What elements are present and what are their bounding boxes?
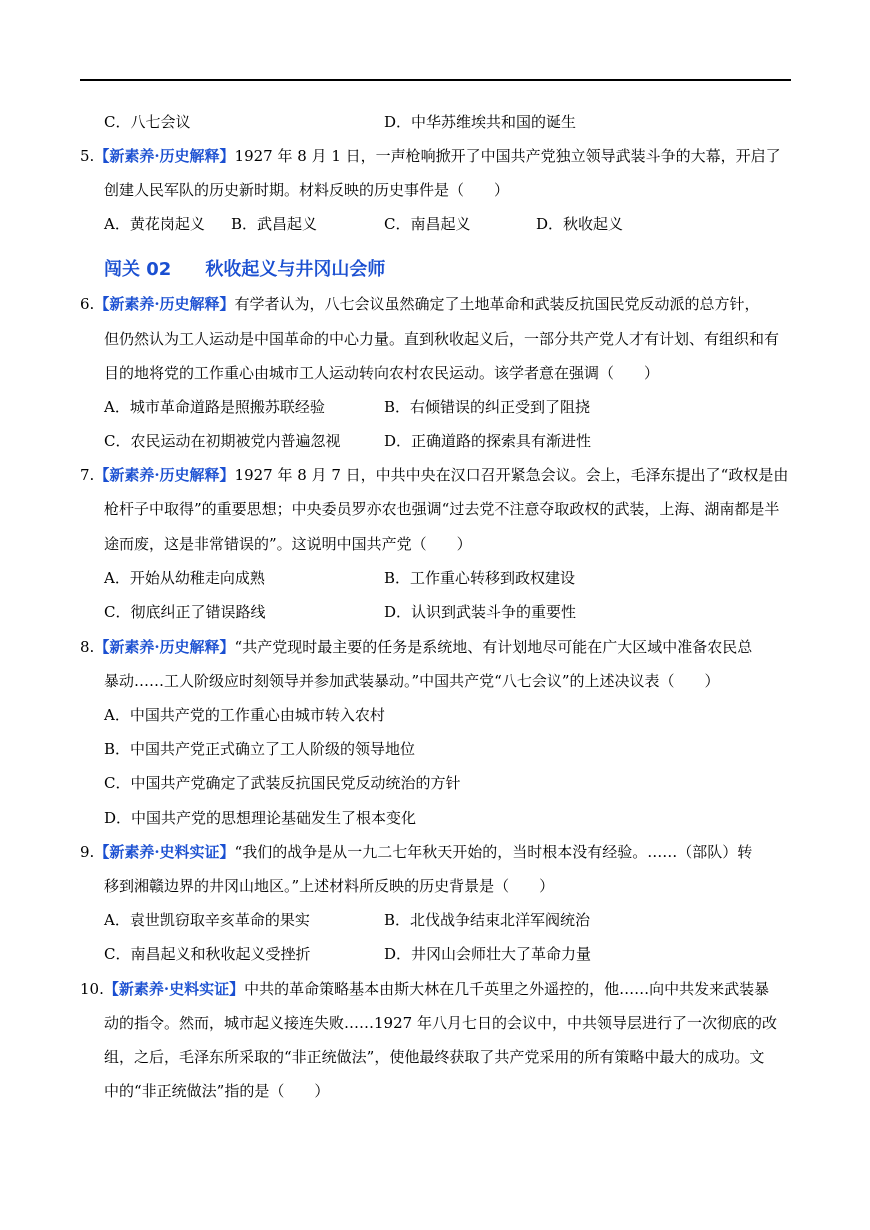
question-number: 9. [80, 843, 95, 861]
question-text: 1927 年 8 月 1 日，一声枪响掀开了中国共产党独立领导武装斗争的大幕，开启了 [234, 147, 781, 165]
section-prefix: 闯关 02 [104, 259, 172, 280]
option-c: C．彻底纠正了错误路线 [104, 603, 266, 621]
question-6 [80, 294, 760, 314]
question-text: 中共的革命策略基本由斯大林在几千英里之外遥控的，他……向中共发来武装暴 [244, 980, 770, 998]
option-c: C．南昌起义 [384, 215, 471, 233]
question-tag: 【新素养·历史解释】 [94, 295, 235, 313]
option-c: C．中国共产党确定了武装反抗国民党反动统治的方针 [104, 774, 461, 792]
question-10-line-3: 组，之后，毛泽东所采取的“非正统做法”，使他最终获取了共产党采用的所有策略中最大的成功。文 [104, 1048, 765, 1066]
option-d: D．秋收起义 [536, 215, 624, 233]
option-d: D．中华苏维埃共和国的诞生 [384, 113, 577, 131]
question-7-line-3: 途而废，这是非常错误的”。这说明中国共产党（ ） [104, 535, 472, 553]
option-b: B．中国共产党正式确立了工人阶级的领导地位 [104, 740, 416, 758]
question-9 [80, 842, 752, 862]
question-5 [80, 146, 781, 166]
question-number: 10. [80, 980, 104, 998]
option-d: D．正确道路的探索具有渐进性 [384, 432, 592, 450]
question-8 [80, 637, 752, 657]
question-6-line-2: 但仍然认为工人运动是中国革命的中心力量。直到秋收起义后，一部分共产党人才有计划、有组织和有 [104, 330, 780, 348]
question-5-line-2: 创建人民军队的历史新时期。材料反映的历史事件是（ ） [104, 181, 510, 199]
question-tag: 【新素养·史料实证】 [103, 980, 245, 998]
question-10-line-2: 动的指令。然而，城市起义接连失败……1927 年八月七日的会议中，中共领导层进行了一次彻底的改 [104, 1014, 777, 1032]
question-10 [80, 979, 769, 999]
question-tag: 【新素养·历史解释】 [94, 466, 235, 484]
option-a: A．中国共产党的工作重心由城市转入农村 [104, 706, 385, 724]
question-text: “共产党现时最主要的任务是系统地、有计划地尽可能在广大区域中准备农民总 [234, 638, 753, 656]
question-number: 8. [80, 638, 95, 656]
question-tag: 【新素养·历史解释】 [94, 147, 235, 165]
option-b: B．工作重心转移到政权建设 [384, 569, 576, 587]
question-text: “我们的战争是从一九二七年秋天开始的，当时根本没有经验。……（部队）转 [234, 843, 753, 861]
option-c: C．南昌起义和秋收起义受挫折 [104, 945, 311, 963]
question-text: 1927 年 8 月 7 日，中共中央在汉口召开紧急会议。会上，毛泽东提出了“政权是由 [234, 466, 789, 484]
question-6-line-3: 目的地将党的工作重心由城市工人运动转向农村农民运动。该学者意在强调（ ） [104, 364, 660, 382]
option-d: D．井冈山会师壮大了革命力量 [384, 945, 592, 963]
option-c: C．农民运动在初期被党内普遍忽视 [104, 432, 341, 450]
header-rule [80, 79, 791, 81]
option-a: A．袁世凯窃取辛亥革命的果实 [104, 911, 310, 929]
option-b: B．右倾错误的纠正受到了阻挠 [384, 398, 591, 416]
question-text: 有学者认为，八七会议虽然确定了土地革命和武装反抗国民党反动派的总方针， [234, 295, 760, 313]
question-8-line-2: 暴动……工人阶级应时刻领导并参加武装暴动。”中国共产党“八七会议”的上述决议表（ ） [104, 672, 720, 690]
question-7 [80, 465, 788, 485]
question-9-line-2: 移到湘赣边界的井冈山地区。”上述材料所反映的历史背景是（ ） [104, 877, 555, 895]
question-number: 7. [80, 466, 95, 484]
question-tag: 【新素养·史料实证】 [94, 843, 235, 861]
option-a: A．黄花岗起义 [104, 215, 205, 233]
option-d: D．认识到武装斗争的重要性 [384, 603, 577, 621]
question-10-line-4: 中的“非正统做法”指的是（ ） [104, 1082, 330, 1100]
option-b: B．北伐战争结束北洋军阀统治 [384, 911, 591, 929]
option-a: A．城市革命道路是照搬苏联经验 [104, 398, 325, 416]
question-number: 6. [80, 295, 95, 313]
section-heading [104, 255, 385, 281]
option-b: B．武昌起义 [231, 215, 318, 233]
question-number: 5. [80, 147, 95, 165]
section-title: 秋收起义与井冈山会师 [205, 259, 386, 280]
option-d: D．中国共产党的思想理论基础发生了根本变化 [104, 809, 417, 827]
question-7-line-2: 枪杆子中取得”的重要思想；中央委员罗亦农也强调“过去党不注意夺取政权的武装，上海、湖南都是半 [104, 500, 780, 518]
option-a: A．开始从幼稚走向成熟 [104, 569, 265, 587]
option-c: C．八七会议 [104, 113, 191, 131]
question-tag: 【新素养·历史解释】 [94, 638, 235, 656]
